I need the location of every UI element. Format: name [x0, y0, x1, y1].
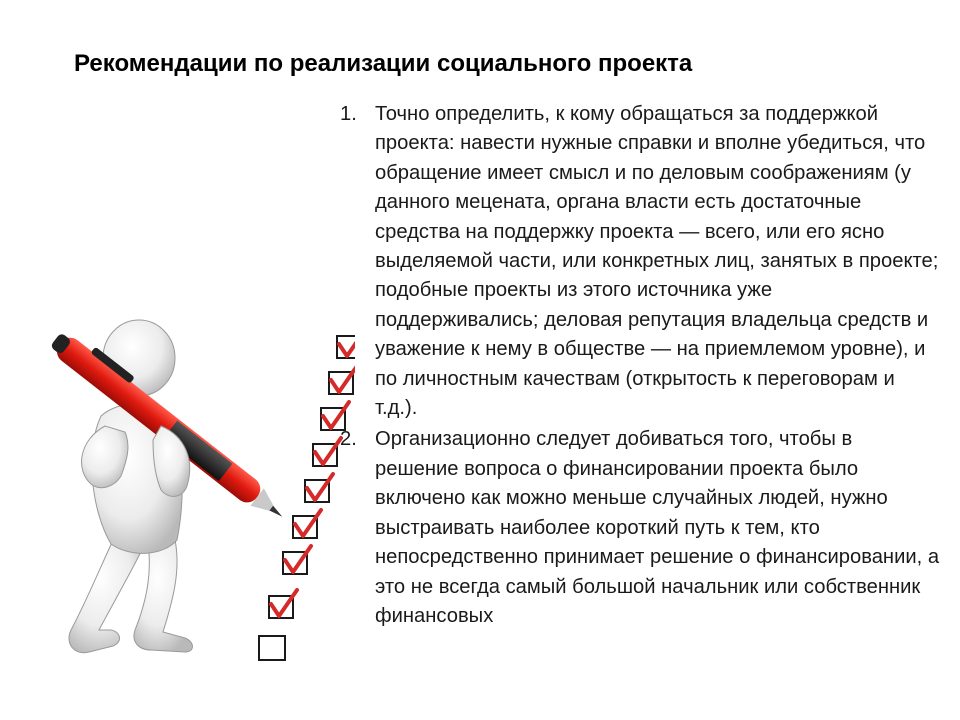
- slide-title: Рекомендации по реализации социального проекта: [74, 50, 693, 77]
- list-item-number: 1.: [340, 103, 357, 125]
- list-item-text: Точно определить, к кому обращаться за поддержкой проекта: навести нужные справки и вполне убедиться, что обращение имеет смысл и по деловым соображениям (у данного мецената, органа власти есть достаточные средства на поддержку проекта — всего, или его ясно выделяемой части, или конкретных лиц, занятых в проекте; подобные проекты из этого источника уже поддерживались; деловая репутация владельца средств и уважение к нему в обществе — на приемлемом уровне), и по личностным качествам (открытость к переговорам и т.д.).: [375, 103, 939, 420]
- list-item: [340, 425, 940, 631]
- list-item-text: Организационно следует добиваться того, чтобы в решение вопроса о финансировании проекта было включено как можно меньше случайных людей, нужно выстраивать наиболее короткий путь к тем, кто непосредственно принимает решение о финансировании, а это не всегда самый большой начальник или собственник финансовых: [375, 428, 940, 627]
- recommendations-list: [340, 100, 940, 633]
- list-item-number: 2.: [340, 428, 357, 451]
- list-item: [340, 100, 940, 423]
- person-with-pen-icon: [35, 300, 355, 690]
